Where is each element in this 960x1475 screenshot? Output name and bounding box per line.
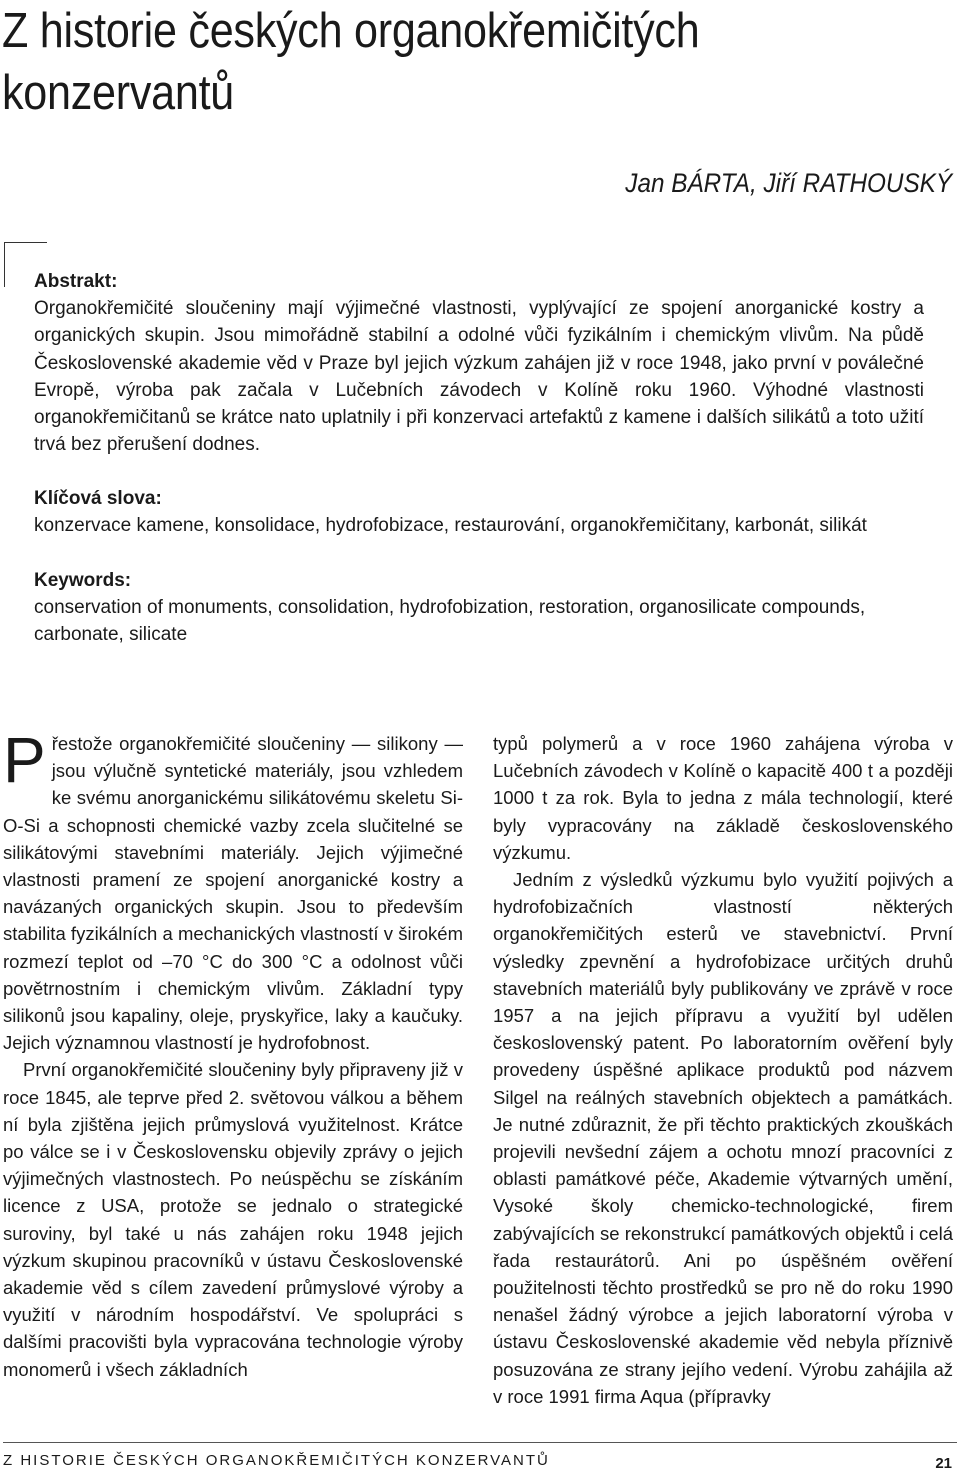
abstract-section: [34, 268, 924, 458]
article-authors: Jan BÁRTA, Jiří RATHOUSKÝ: [625, 168, 952, 198]
drop-cap: P: [3, 724, 46, 796]
body-paragraph: První organokřemičité sloučeniny byly připraveny již v roce 1845, ale teprve před 2. světovou válkou a během ní byla zjištěna jejich průmyslová využitelnost. Krátce po válce se i v Československu objevily zprávy o jejich výjimečných vlastnostech. Po neúspěchu se získáním licence z USA, protože se jednalo o strategické suroviny, byl také u nás zahájen roku 1948 jejich výzkum skupinou pracovníků v ústavu Československé akademie věd s cílem zavedení průmyslové výroby a využití v národním hospodářství. Ve spolupráci s dalšími pracovišti byla vypracována technologie výroby monomerů i všech základních: [3, 1059, 463, 1380]
abstract-label: Abstrakt:: [34, 271, 118, 292]
body-paragraph: Jedním z výsledků výzkumu bylo využití pojivých a hydrofobizačních vlastností některých organokřemičitých esterů ve stavebnictví. První výsledky zpevnění a hydrofobizace určitých druhů stavebních materiálů byly publikovány ve zprávě v roce 1957 a na jejich přípravu a využití byl udělen československý patent. Po laboratorním ověření byly provedeny úspěšné aplikace produktů pod názvem Silgel na reálných stavebních objektech a památkách. Je nutné zdůraznit, že při těchto praktických zkouškách projevili nevšední zájem a ochotu mnozí pracovníci z oblasti památkové péče, Akademie výtvarných umění, Vysoké školy chemicko-technologické, firem zabývajících se rekonstrukcí památkových objektů i celá řada restaurátorů. Ani po úspěšném ověření použitelnosti těchto prostředků se pro ně do roku 1990 nenašel žádný výrobce a jejich laboratorní výroba v ústavu Československé akademie věd nebyla příznivě posuzována ze strany jejího vedení. Výrobu zahájila až v roce 1991 firma Aqua (přípravky: [493, 869, 953, 1407]
keywords-en-section: [34, 567, 924, 648]
body-column-left: [3, 724, 463, 1383]
abstract-text: Organokřemičité sloučeniny mají výjimečné vlastnosti, vyplývající ze spojení anorganické kostry a organických skupin. Jsou mimořádně stabilní a odolné vůči fyzikálním i chemickým vlivům. Na půdě Československé akademie věd v Praze byl jejich výzkum zahájen již v roce 1948, jako první v poválečné Evropě, výroba pak začala v Lučebních závodech v Kolíně roku 1960. Výhodné vlastnosti organokřemičitanů se krátce nato uplatnily i při konzervaci artefaktů z kamene i dalších silikátů a toto užití trvá bez přerušení dodnes.: [34, 298, 924, 456]
keywords-en-text: conservation of monuments, consolidation, hydrofobization, restoration, organosilicate compounds, carbonate, silicate: [34, 597, 866, 645]
body-paragraph: typů polymerů a v roce 1960 zahájena výroba v Lučebních závodech v Kolíně o kapacitě 400 t a později 1000 t za rok. Byla to jedna z mála technologií, které byly vypracovány na základě československého výzkumu.: [493, 733, 953, 863]
keywords-en-label: Keywords:: [34, 570, 132, 591]
body-column-right: [493, 730, 953, 1410]
keywords-cz-label: Klíčová slova:: [34, 488, 162, 509]
page-number: 21: [935, 1455, 952, 1472]
running-title: Z HISTORIE ČESKÝCH ORGANOKŘEMIČITÝCH KONZERVANTŮ: [3, 1452, 550, 1469]
body-paragraph: [3, 724, 463, 1056]
article-title: Z historie českých organokřemičitých konzervantů: [2, 4, 700, 120]
body-paragraph-text: řestože organokřemičité sloučeniny — silikony — jsou výlučně syntetické materiály, jsou vzhledem ke svému anorganickému silikátovému skeletu Si-O-Si a schopnosti chemické vazby zcela slučitelné se silikátovými stavebními materiály. Jejich výjimečné vlastnosti pramení ze spojení anorganické kostry a navázaných organických skupin. Jsou to především stabilita fyzikálních a mechanických vlastností v širokém rozmezí teplot od –70 °C do 300 °C a odolnost vůči povětrnostním i chemickým vlivům. Základní typy silikonů jsou kapaliny, oleje, pryskyřice, laky a kaučuky. Jejich významnou vlastností je hydrofobnost.: [3, 733, 463, 1054]
keywords-cz-section: [34, 485, 924, 539]
keywords-cz-text: konzervace kamene, konsolidace, hydrofobizace, restaurování, organokřemičitany, karbonát, silikát: [34, 515, 867, 536]
footer-divider: [3, 1442, 957, 1443]
